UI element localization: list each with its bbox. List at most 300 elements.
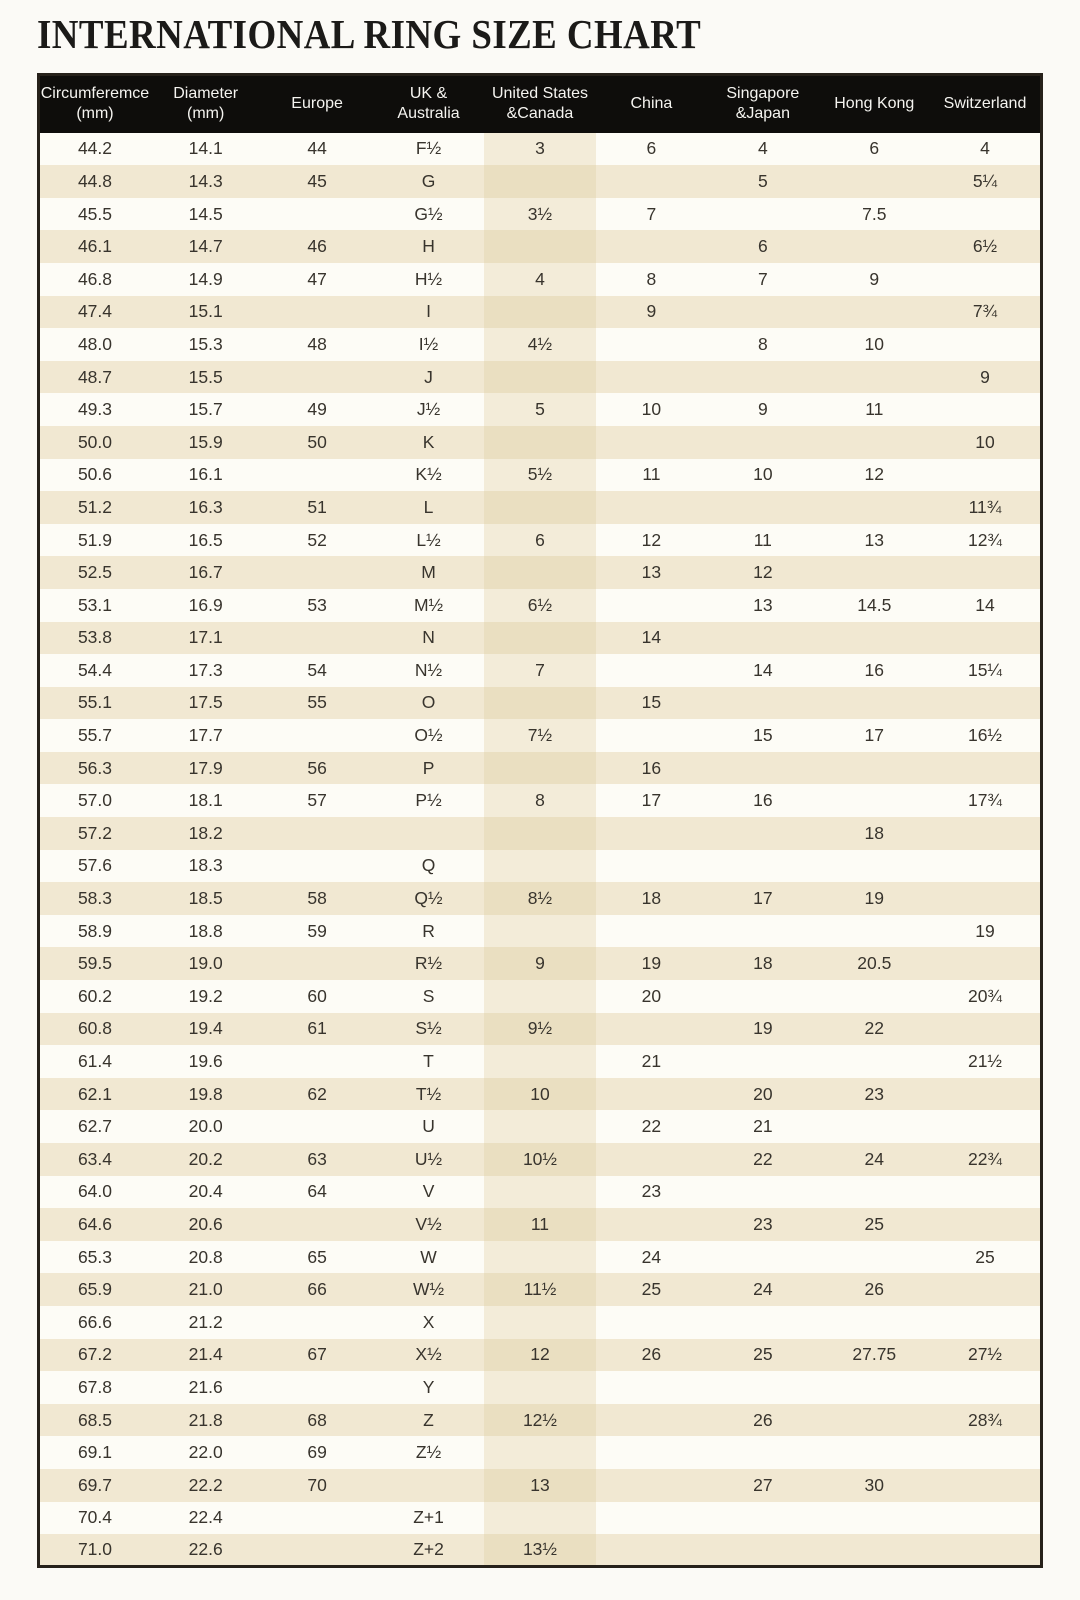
table-cell: 24: [864, 1148, 885, 1169]
table-cell: 58: [307, 888, 327, 909]
table-cell: 16.7: [188, 562, 223, 583]
table-cell: 46.8: [77, 268, 112, 289]
table-row: [39, 296, 1042, 329]
table-row: [39, 1436, 1042, 1469]
table-cell: [930, 687, 1042, 720]
table-cell: [261, 1045, 372, 1078]
table-cell: [819, 1534, 930, 1567]
table-cell: 5½: [484, 459, 595, 492]
table-cell: F½: [415, 138, 442, 159]
table-cell: [261, 296, 372, 329]
table-row: [39, 980, 1042, 1013]
table-cell: 22¾: [967, 1148, 1003, 1169]
table-cell: 47: [307, 268, 327, 289]
table-cell: 25: [864, 1213, 885, 1234]
table-cell: O½: [414, 725, 443, 746]
table-cell: 8: [646, 268, 657, 289]
table-cell: H: [422, 236, 435, 257]
table-cell: 3: [484, 133, 595, 166]
table-cell: [819, 1110, 930, 1143]
table-cell: [261, 556, 372, 589]
table-cell: 10½: [484, 1143, 595, 1176]
table-cell: [373, 817, 484, 850]
table-cell: 18: [864, 822, 885, 843]
table-row: [39, 1502, 1042, 1535]
table-row: [39, 1469, 1042, 1502]
table-header-row: [39, 75, 1042, 133]
table-cell: 55: [307, 692, 327, 713]
table-row: [39, 491, 1042, 524]
table-cell: [707, 1502, 818, 1535]
table-row: [39, 817, 1042, 850]
table-cell: [261, 817, 372, 850]
table-cell: 12: [484, 1339, 595, 1372]
table-cell: I: [426, 301, 431, 322]
table-cell: 66.6: [77, 1311, 112, 1332]
table-cell: [707, 687, 818, 720]
table-cell: 13: [753, 594, 773, 615]
table-cell: [930, 850, 1042, 883]
table-cell: 19.0: [188, 953, 223, 974]
table-cell: 17: [753, 888, 773, 909]
table-cell: 21.6: [188, 1376, 223, 1397]
table-cell: 8½: [484, 882, 595, 915]
table-cell: [819, 296, 930, 329]
table-cell: 4: [484, 263, 595, 296]
table-cell: [707, 1436, 818, 1469]
table-row: [39, 784, 1042, 817]
table-cell: 19.4: [188, 1018, 223, 1039]
table-cell: 59.5: [77, 953, 112, 974]
table-cell: 20.4: [188, 1181, 223, 1202]
table-cell: 20: [641, 985, 662, 1006]
table-cell: 52.5: [77, 562, 112, 583]
table-cell: G½: [414, 203, 443, 224]
table-cell: 14.5: [188, 203, 223, 224]
table-cell: [596, 719, 707, 752]
table-cell: 18: [753, 953, 773, 974]
table-cell: 57.6: [77, 855, 112, 876]
table-cell: [596, 850, 707, 883]
table-cell: 21: [641, 1051, 662, 1072]
table-cell: [930, 1502, 1042, 1535]
table-cell: [930, 817, 1042, 850]
table-cell: 55.1: [77, 692, 112, 713]
table-cell: [484, 1110, 595, 1143]
table-cell: 14: [753, 659, 773, 680]
table-cell: Y: [422, 1376, 435, 1397]
table-cell: [484, 817, 595, 850]
table-cell: 5: [484, 393, 595, 426]
table-cell: [930, 1176, 1042, 1209]
column-header: Singapore &Japan: [707, 75, 818, 133]
table-cell: [261, 622, 372, 655]
table-cell: 13: [864, 529, 885, 550]
table-cell: 64.0: [77, 1181, 112, 1202]
table-cell: 18.3: [188, 855, 223, 876]
table-cell: 12: [753, 562, 773, 583]
table-cell: 61: [307, 1018, 327, 1039]
table-cell: [261, 1502, 372, 1535]
table-cell: 58.3: [77, 888, 112, 909]
table-cell: [819, 1371, 930, 1404]
table-cell: 9: [980, 366, 990, 387]
table-cell: 21.8: [188, 1409, 223, 1430]
table-cell: 20.5: [857, 953, 892, 974]
table-row: [39, 1045, 1042, 1078]
table-cell: 56.3: [77, 757, 112, 778]
table-cell: 46.1: [77, 236, 112, 257]
table-cell: 56: [307, 757, 327, 778]
table-cell: [596, 915, 707, 948]
table-cell: W½: [412, 1279, 445, 1300]
table-cell: [596, 230, 707, 263]
table-cell: [596, 1208, 707, 1241]
table-cell: 48.0: [77, 333, 112, 354]
table-cell: [484, 230, 595, 263]
table-cell: 10: [641, 399, 662, 420]
table-cell: S: [422, 985, 435, 1006]
table-cell: 51: [307, 496, 327, 517]
table-cell: [596, 1534, 707, 1567]
table-cell: 64: [307, 1181, 327, 1202]
table-cell: [930, 328, 1042, 361]
table-cell: [819, 1241, 930, 1274]
table-cell: 4½: [484, 328, 595, 361]
table-cell: [707, 1534, 818, 1567]
table-cell: 18.5: [188, 888, 223, 909]
table-row: [39, 622, 1042, 655]
table-cell: 14.5: [857, 594, 892, 615]
table-cell: [707, 296, 818, 329]
table-cell: 68: [307, 1409, 327, 1430]
table-cell: 28¾: [967, 1409, 1003, 1430]
table-cell: 4: [980, 138, 990, 159]
table-cell: 19.2: [188, 985, 223, 1006]
table-cell: 9: [484, 947, 595, 980]
table-cell: S½: [415, 1018, 442, 1039]
table-cell: 15.3: [188, 333, 223, 354]
table-cell: 11¾: [968, 496, 1002, 517]
table-cell: 67: [307, 1344, 327, 1365]
table-cell: 19: [864, 888, 885, 909]
table-cell: [261, 198, 372, 231]
table-cell: [596, 1013, 707, 1046]
table-cell: 69: [307, 1442, 327, 1463]
table-cell: 25: [753, 1344, 773, 1365]
table-cell: 13: [641, 562, 662, 583]
table-cell: [930, 459, 1042, 492]
table-row: [39, 459, 1042, 492]
table-cell: 66: [307, 1279, 327, 1300]
table-cell: 68.5: [77, 1409, 112, 1430]
table-cell: 11: [642, 464, 661, 485]
table-cell: [484, 915, 595, 948]
table-cell: 5¼: [972, 170, 998, 191]
table-cell: [596, 589, 707, 622]
table-cell: 26: [753, 1409, 773, 1430]
table-cell: 16.1: [188, 464, 223, 485]
table-cell: 27: [753, 1474, 773, 1495]
table-cell: [596, 165, 707, 198]
table-cell: 4: [757, 138, 768, 159]
table-cell: 6: [484, 524, 595, 557]
table-cell: G: [421, 170, 436, 191]
table-cell: [707, 491, 818, 524]
column-header: Hong Kong: [819, 75, 930, 133]
table-cell: Z½: [415, 1442, 442, 1463]
table-cell: 9: [869, 268, 880, 289]
table-cell: 15: [753, 725, 773, 746]
table-cell: 48: [307, 333, 327, 354]
table-cell: 14: [975, 594, 995, 615]
table-cell: 12¾: [967, 529, 1003, 550]
table-cell: 44.8: [77, 170, 112, 191]
table-cell: [930, 1110, 1042, 1143]
table-cell: [707, 980, 818, 1013]
table-cell: 21½: [967, 1051, 1003, 1072]
table-cell: [819, 165, 930, 198]
table-cell: 19: [641, 953, 662, 974]
table-cell: [930, 198, 1042, 231]
table-cell: R½: [414, 953, 443, 974]
table-cell: 6: [757, 236, 768, 257]
table-cell: [596, 1436, 707, 1469]
table-cell: [484, 1436, 595, 1469]
table-cell: [707, 1241, 818, 1274]
table-cell: [484, 850, 595, 883]
table-cell: 15.9: [188, 431, 223, 452]
table-row: [39, 882, 1042, 915]
column-header: Europe: [261, 75, 372, 133]
table-cell: [930, 1469, 1042, 1502]
table-cell: 47.4: [77, 301, 112, 322]
table-row: [39, 947, 1042, 980]
table-cell: [930, 947, 1042, 980]
table-cell: W: [420, 1246, 437, 1267]
table-cell: [819, 1306, 930, 1339]
table-cell: Z+1: [413, 1507, 444, 1528]
table-cell: [930, 752, 1042, 785]
table-cell: [819, 980, 930, 1013]
table-cell: [261, 719, 372, 752]
table-cell: [819, 426, 930, 459]
table-cell: [930, 1013, 1042, 1046]
table-cell: [707, 1371, 818, 1404]
table-cell: [707, 1045, 818, 1078]
table-cell: 15: [641, 692, 662, 713]
table-row: [39, 654, 1042, 687]
table-row: [39, 328, 1042, 361]
table-cell: [484, 1306, 595, 1339]
table-cell: 17.7: [188, 725, 223, 746]
table-cell: K: [422, 431, 435, 452]
table-cell: [707, 1306, 818, 1339]
table-row: [39, 687, 1042, 720]
table-cell: 14.1: [188, 138, 223, 159]
table-cell: 6: [869, 138, 880, 159]
table-cell: L: [423, 496, 434, 517]
table-cell: [261, 361, 372, 394]
table-cell: 57.0: [77, 790, 112, 811]
table-cell: T: [423, 1051, 434, 1072]
table-cell: 44: [307, 138, 327, 159]
table-cell: I½: [418, 333, 439, 354]
table-row: [39, 1306, 1042, 1339]
table-cell: 45: [307, 170, 327, 191]
table-row: [39, 1339, 1042, 1372]
table-cell: [484, 1241, 595, 1274]
table-cell: 67.8: [77, 1376, 112, 1397]
table-cell: [596, 1371, 707, 1404]
table-cell: [261, 1306, 372, 1339]
table-row: [39, 1273, 1042, 1306]
table-cell: 17: [641, 790, 662, 811]
table-row: [39, 556, 1042, 589]
table-cell: [930, 622, 1042, 655]
table-cell: [819, 1176, 930, 1209]
table-cell: 27½: [967, 1344, 1003, 1365]
table-cell: 16: [864, 659, 885, 680]
table-cell: 57.2: [77, 822, 112, 843]
column-header: United States &Canada: [484, 75, 595, 133]
table-cell: 62.7: [77, 1116, 112, 1137]
table-cell: 6½: [972, 236, 998, 257]
table-cell: 11: [484, 1208, 595, 1241]
table-cell: 10: [753, 464, 773, 485]
table-cell: 51.2: [77, 496, 112, 517]
table-cell: 20.6: [188, 1213, 223, 1234]
table-cell: V½: [415, 1213, 442, 1234]
table-cell: 25: [641, 1279, 662, 1300]
table-cell: 11: [753, 529, 772, 550]
table-cell: 54: [307, 659, 327, 680]
table-cell: 6½: [484, 589, 595, 622]
table-cell: 57: [307, 790, 327, 811]
table-row: [39, 1013, 1042, 1046]
table-cell: 7: [757, 268, 768, 289]
table-cell: [484, 491, 595, 524]
table-cell: 16: [641, 757, 662, 778]
table-cell: [484, 1176, 595, 1209]
table-cell: [707, 1176, 818, 1209]
table-cell: [819, 1502, 930, 1535]
table-cell: [819, 556, 930, 589]
table-cell: [484, 1502, 595, 1535]
table-cell: 50.6: [77, 464, 112, 485]
table-cell: [596, 1404, 707, 1437]
table-row: [39, 393, 1042, 426]
table-cell: 48.7: [77, 366, 112, 387]
table-cell: [484, 556, 595, 589]
table-row: [39, 1143, 1042, 1176]
table-cell: 65: [307, 1246, 327, 1267]
table-cell: 18.8: [188, 920, 223, 941]
table-row: [39, 1241, 1042, 1274]
table-cell: [930, 263, 1042, 296]
table-cell: 10: [864, 333, 885, 354]
table-cell: 15.1: [188, 301, 223, 322]
table-cell: 22.6: [188, 1539, 223, 1560]
table-cell: M½: [413, 594, 444, 615]
table-cell: 14: [641, 627, 662, 648]
table-cell: P: [422, 757, 435, 778]
table-cell: 20: [753, 1083, 773, 1104]
table-row: [39, 165, 1042, 198]
table-cell: P½: [415, 790, 442, 811]
table-cell: [819, 622, 930, 655]
column-header: UK & Australia: [373, 75, 484, 133]
table-cell: 21: [753, 1116, 773, 1137]
table-body: [39, 133, 1042, 1567]
table-cell: 19.8: [188, 1083, 223, 1104]
table-cell: K½: [415, 464, 442, 485]
table-cell: [819, 752, 930, 785]
table-cell: [261, 947, 372, 980]
table-cell: 11: [865, 399, 884, 420]
table-cell: [484, 687, 595, 720]
table-cell: 7¾: [972, 301, 998, 322]
table-cell: [484, 1045, 595, 1078]
table-row: [39, 915, 1042, 948]
table-cell: 27.75: [852, 1344, 897, 1365]
table-cell: 20¾: [967, 985, 1003, 1006]
table-row: [39, 850, 1042, 883]
table-cell: 46: [307, 236, 327, 257]
table-header: [39, 75, 1042, 133]
table-cell: Z+2: [413, 1539, 444, 1560]
table-cell: [596, 654, 707, 687]
table-row: [39, 1176, 1042, 1209]
table-cell: 69.7: [77, 1474, 112, 1495]
table-cell: 8: [484, 784, 595, 817]
table-cell: [707, 752, 818, 785]
page-title: INTERNATIONAL RING SIZE CHART: [37, 11, 702, 57]
table-cell: [819, 491, 930, 524]
table-cell: 17.5: [188, 692, 223, 713]
table-cell: 60.8: [77, 1018, 112, 1039]
table-cell: 24: [641, 1246, 662, 1267]
table-cell: [596, 361, 707, 394]
table-cell: 20.0: [188, 1116, 223, 1137]
table-cell: [930, 882, 1042, 915]
table-cell: [819, 915, 930, 948]
table-cell: 13: [484, 1469, 595, 1502]
table-cell: [596, 1143, 707, 1176]
table-row: [39, 230, 1042, 263]
table-cell: 11½: [484, 1273, 595, 1306]
table-cell: 16: [753, 790, 773, 811]
table-cell: 70.4: [77, 1507, 112, 1528]
table-cell: 23: [753, 1213, 773, 1234]
table-cell: V: [422, 1181, 435, 1202]
table-cell: 18.1: [188, 790, 223, 811]
table-cell: [707, 426, 818, 459]
table-cell: H½: [414, 268, 443, 289]
table-cell: 5: [757, 170, 768, 191]
table-cell: 50: [307, 431, 327, 452]
table-cell: L½: [416, 529, 441, 550]
table-cell: 63.4: [77, 1148, 112, 1169]
table-cell: [707, 622, 818, 655]
table-cell: R: [422, 920, 435, 941]
table-row: [39, 1110, 1042, 1143]
column-header: Diameter (mm): [150, 75, 261, 133]
table-cell: 65.3: [77, 1246, 112, 1267]
table-cell: [596, 426, 707, 459]
table-cell: 53: [307, 594, 327, 615]
table-cell: 10: [484, 1078, 595, 1111]
